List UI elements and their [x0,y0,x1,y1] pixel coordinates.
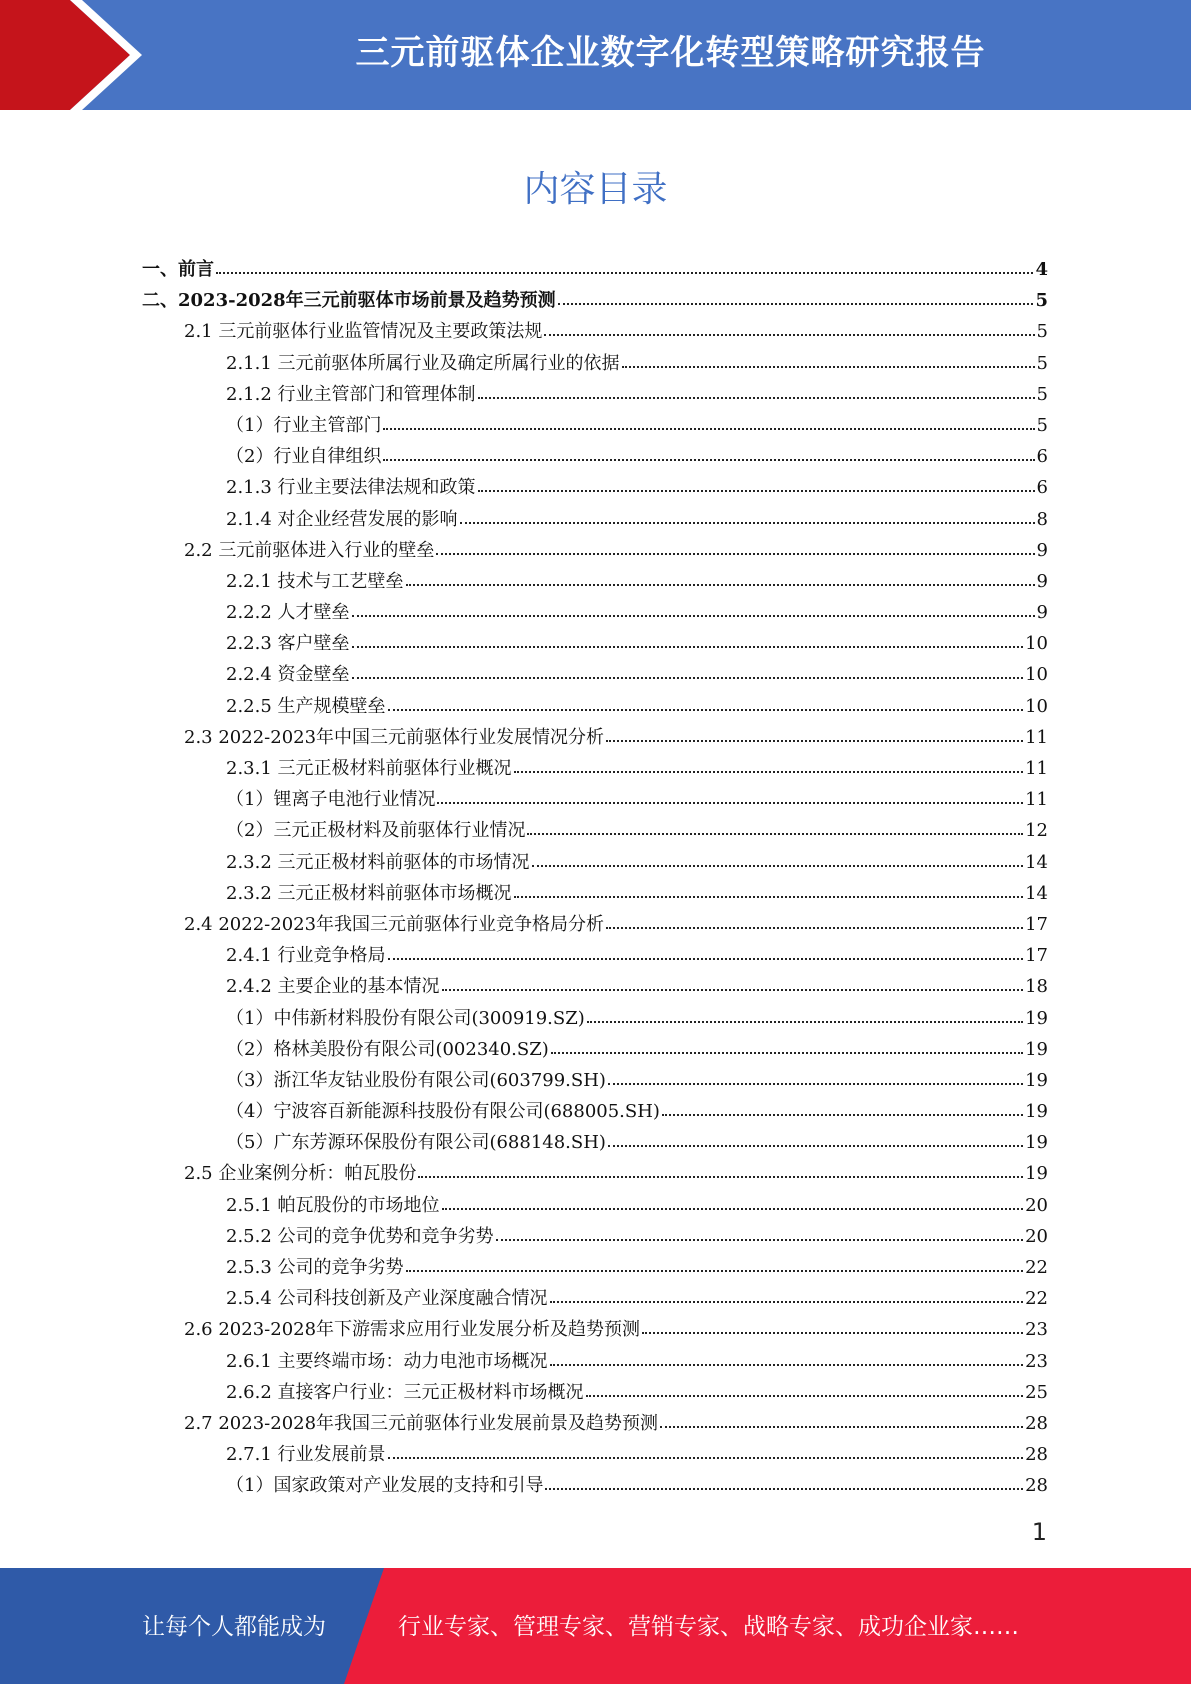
toc-entry[interactable] [142,659,1048,690]
toc-entry[interactable] [142,815,1048,846]
toc-entry[interactable] [142,348,1048,379]
toc-entry[interactable] [142,971,1048,1002]
toc-entry-page: 22 [1025,1288,1048,1310]
toc-entry-title: （5）广东芳源环保股份有限公司(688148.SH) [226,1132,606,1154]
toc-entry[interactable] [142,1034,1048,1065]
toc-entry-page: 18 [1025,976,1048,998]
toc-entry-title: 2.1.1 三元前驱体所属行业及确定所属行业的依据 [226,352,620,374]
toc-entry-title: （1）中伟新材料股份有限公司(300919.SZ) [226,1007,585,1029]
toc-dot-leader [442,978,1024,992]
toc-entry-title: 2.3.2 三元正极材料前驱体市场概况 [226,882,512,904]
toc-entry-page: 25 [1025,1381,1048,1403]
toc-entry[interactable] [142,504,1048,535]
chevron-arrow-icon [0,0,150,110]
toc-entry-title: 2.5 企业案例分析：帕瓦股份 [184,1163,417,1185]
toc-entry[interactable] [142,1065,1048,1096]
toc-entry-page: 14 [1025,851,1048,873]
toc-dot-leader [442,1197,1024,1211]
toc-entry-page: 9 [1036,570,1048,592]
toc-entry-page: 17 [1025,913,1048,935]
toc-entry[interactable] [142,379,1048,410]
toc-entry-page: 5 [1036,321,1048,343]
toc-heading: 内容目录 [523,169,668,210]
toc-dot-leader [216,261,1033,275]
toc-dot-leader [437,791,1023,805]
toc-dot-leader [388,947,1024,961]
toc-entry-page: 23 [1025,1350,1048,1372]
toc-entry[interactable] [142,1096,1048,1127]
footer-slogan-right: 行业专家、管理专家、营销专家、战略专家、成功企业家…… [398,1614,1019,1640]
toc-entry-title: （3）浙江华友钴业股份有限公司(603799.SH) [226,1069,606,1091]
toc-dot-leader [352,635,1024,649]
report-title: 三元前驱体企业数字化转型策略研究报告 [355,33,986,73]
toc-entry-title: 2.5.3 公司的竞争劣势 [226,1257,404,1278]
toc-dot-leader [406,573,1035,587]
toc-entry-title: （2）行业自律组织 [226,446,382,468]
toc-dot-leader [608,1134,1023,1148]
toc-entry-title: 2.5.4 公司科技创新及产业深度融合情况 [226,1288,548,1310]
toc-dot-leader [532,854,1024,868]
toc-entry-page: 19 [1025,1038,1048,1060]
toc-entry-title: （2）格林美股份有限公司(002340.SZ) [226,1038,549,1060]
toc-dot-leader [586,1384,1024,1398]
toc-dot-leader [383,448,1034,462]
toc-dot-leader [587,1010,1023,1024]
toc-entry-title: 2.2 三元前驱体进入行业的壁垒 [184,539,435,561]
toc-entry[interactable] [142,1377,1048,1408]
toc-dot-leader [642,1321,1023,1335]
toc-entry-title: 2.2.5 生产规模壁垒 [226,695,386,717]
toc-entry-title: 2.6.1 主要终端市场：动力电池市场概况 [226,1350,548,1372]
toc-entry[interactable] [142,1190,1048,1221]
toc-entry-page: 12 [1025,820,1048,842]
toc-entry-page: 20 [1025,1225,1048,1247]
toc-dot-leader [388,1446,1024,1460]
toc-dot-leader [660,1415,1023,1429]
toc-dot-leader [608,1072,1023,1086]
toc-entry-title: 2.1.2 行业主管部门和管理体制 [226,383,476,405]
toc-dot-leader [550,1353,1024,1367]
toc-entry-page: 10 [1025,633,1048,655]
toc-entry-title: （4）宁波容百新能源科技股份有限公司(688005.SH) [226,1101,660,1123]
toc-entry-page: 23 [1025,1319,1048,1341]
toc-entry-page: 8 [1036,508,1048,530]
toc-entry-page: 11 [1025,758,1048,779]
toc-dot-leader [622,355,1035,369]
toc-entry[interactable] [142,316,1048,347]
toc-entry[interactable] [142,878,1048,909]
toc-entry-title: 2.5.1 帕瓦股份的市场地位 [226,1194,440,1216]
toc-entry-title: 2.2.2 人才壁垒 [226,602,350,624]
toc-entry[interactable] [142,441,1048,472]
toc-dot-leader [478,386,1035,400]
toc-dot-leader [545,1477,1023,1491]
toc-entry[interactable] [142,784,1048,815]
toc-entry-page: 28 [1025,1412,1048,1434]
toc-entry[interactable] [142,597,1048,628]
toc-entry[interactable] [142,1283,1048,1314]
toc-entry[interactable] [142,1003,1048,1034]
toc-entry-page: 9 [1036,539,1048,561]
footer-slogan-left: 让每个人都能成为 [142,1614,326,1640]
toc-entry[interactable] [142,1252,1048,1283]
toc-entry[interactable] [142,410,1048,441]
toc-dot-leader [606,729,1023,743]
toc-dot-leader [662,1103,1023,1117]
toc-entry-title: 2.2.1 技术与工艺壁垒 [226,570,404,592]
toc-dot-leader [606,916,1023,930]
toc-entry-page: 6 [1036,446,1048,468]
toc-dot-leader [478,479,1035,493]
toc-entry-page: 19 [1025,1101,1048,1123]
toc-entry[interactable] [142,535,1048,566]
toc-entry-page: 9 [1036,602,1048,624]
toc-entry-title: 二、2023-2028年三元前驱体市场前景及趋势预测 [142,290,556,312]
toc-entry-title: 2.3.1 三元正极材料前驱体行业概况 [226,758,512,779]
table-of-contents [142,254,1048,1502]
toc-entry-title: （2）三元正极材料及前驱体行业情况 [226,820,526,842]
toc-entry[interactable] [142,1408,1048,1439]
toc-entry-title: 2.4.2 主要企业的基本情况 [226,976,440,998]
toc-dot-leader [383,417,1034,431]
toc-dot-leader [352,666,1024,680]
page-number: 1 [1031,1518,1047,1546]
toc-entry-page: 5 [1036,414,1048,436]
toc-entry[interactable] [142,1158,1048,1189]
toc-entry-page: 19 [1025,1007,1048,1029]
toc-entry-page: 5 [1036,352,1048,374]
toc-dot-leader [514,885,1024,899]
toc-entry-page: 19 [1025,1132,1048,1154]
toc-entry[interactable] [142,566,1048,597]
toc-entry-page: 14 [1025,882,1048,904]
toc-entry-page: 10 [1025,695,1048,717]
toc-entry-title: 2.4 2022-2023年我国三元前驱体行业竞争格局分析 [184,913,605,935]
toc-dot-leader [388,698,1024,712]
toc-entry-page: 5 [1035,290,1048,312]
toc-entry-title: 2.5.2 公司的竞争优势和竞争劣势 [226,1225,494,1247]
toc-entry-page: 11 [1025,789,1048,811]
toc-entry[interactable] [142,254,1048,285]
toc-entry-page: 28 [1025,1475,1048,1497]
toc-entry[interactable] [142,1127,1048,1158]
toc-entry-title: 2.1.3 行业主要法律法规和政策 [226,477,476,499]
toc-dot-leader [551,1041,1023,1055]
toc-entry[interactable] [142,940,1048,971]
toc-entry-page: 11 [1025,726,1048,748]
toc-entry[interactable] [142,1346,1048,1377]
toc-dot-leader [352,604,1035,618]
toc-entry-page: 19 [1025,1069,1048,1091]
toc-entry[interactable] [142,722,1048,753]
toc-entry[interactable] [142,847,1048,878]
toc-entry-page: 4 [1035,259,1048,280]
toc-entry-title: （1）锂离子电池行业情况 [226,789,436,811]
toc-entry[interactable] [142,691,1048,722]
toc-entry-title: 2.4.1 行业竞争格局 [226,945,386,967]
toc-entry-page: 10 [1025,664,1048,686]
toc-entry-title: 2.1.4 对企业经营发展的影响 [226,508,458,530]
toc-entry-page: 28 [1025,1444,1048,1466]
toc-entry-page: 20 [1025,1194,1048,1216]
toc-entry[interactable] [142,472,1048,503]
toc-entry-title: 2.2.3 客户壁垒 [226,633,350,655]
toc-entry-title: 2.7 2023-2028年我国三元前驱体行业发展前景及趋势预测 [184,1412,659,1434]
toc-entry-page: 5 [1036,383,1048,405]
toc-entry-title: 一、前言 [142,259,214,280]
toc-entry-page: 6 [1036,477,1048,499]
header-banner [0,0,1191,110]
toc-entry[interactable] [142,909,1048,940]
toc-entry[interactable] [142,628,1048,659]
toc-entry[interactable] [142,1470,1048,1501]
toc-dot-leader [550,1290,1024,1304]
toc-dot-leader [436,542,1034,556]
toc-entry-title: 2.7.1 行业发展前景 [226,1444,386,1466]
toc-dot-leader [406,1259,1024,1273]
toc-entry[interactable] [142,753,1048,784]
toc-entry-title: 2.6 2023-2028年下游需求应用行业发展分析及趋势预测 [184,1319,641,1341]
toc-entry-title: 2.2.4 资金壁垒 [226,664,350,686]
toc-dot-leader [496,1228,1024,1242]
toc-entry-page: 19 [1025,1163,1048,1185]
toc-entry-title: （1）国家政策对产业发展的支持和引导 [226,1475,544,1497]
toc-entry-page: 17 [1025,945,1048,967]
toc-entry[interactable] [142,1439,1048,1470]
toc-entry[interactable] [142,285,1048,316]
toc-dot-leader [527,822,1023,836]
toc-entry-title: 2.3.2 三元正极材料前驱体的市场情况 [226,851,530,873]
toc-dot-leader [418,1165,1023,1179]
toc-dot-leader [558,292,1034,306]
toc-entry-title: 2.6.2 直接客户行业：三元正极材料市场概况 [226,1381,584,1403]
toc-entry-page: 22 [1025,1257,1048,1278]
toc-entry[interactable] [142,1221,1048,1252]
toc-entry-title: 2.1 三元前驱体行业监管情况及主要政策法规 [184,321,543,343]
toc-dot-leader [544,323,1034,337]
toc-entry[interactable] [142,1314,1048,1345]
toc-dot-leader [514,760,1024,774]
toc-dot-leader [460,511,1035,525]
toc-entry-title: （1）行业主管部门 [226,414,382,436]
toc-entry-title: 2.3 2022-2023年中国三元前驱体行业发展情况分析 [184,726,605,748]
